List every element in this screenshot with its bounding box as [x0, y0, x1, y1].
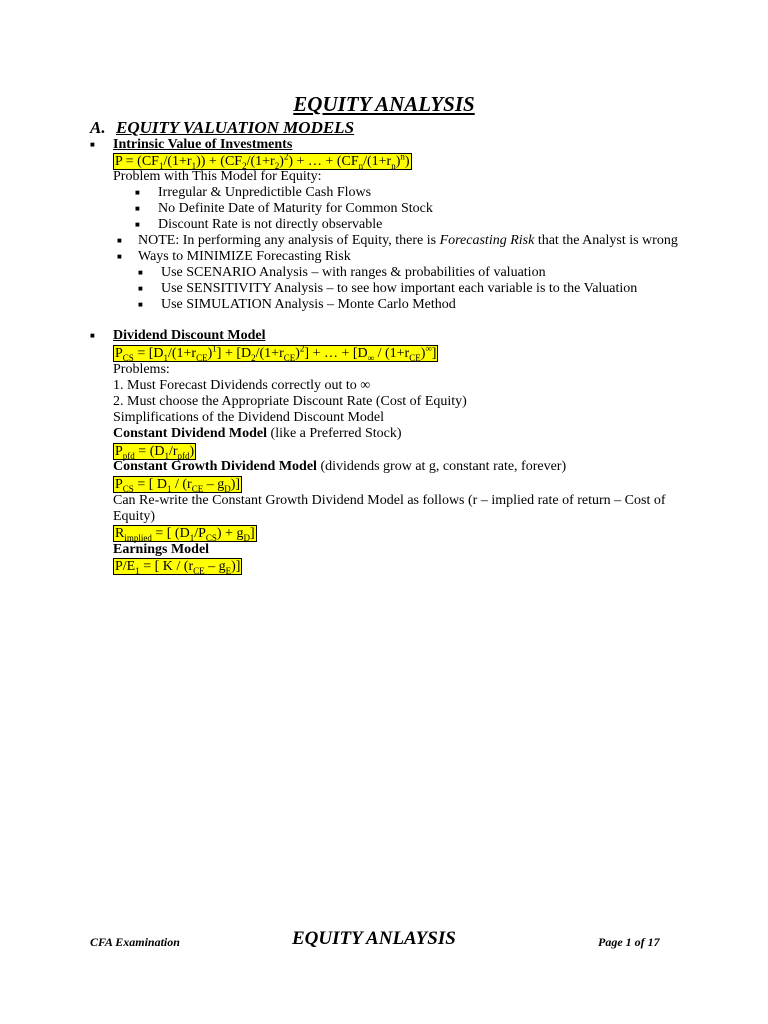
problems-label: Problems: — [113, 362, 170, 377]
list-item: Use SIMULATION Analysis – Monte Carlo Method — [161, 297, 456, 312]
list-item: Use SCENARIO Analysis – with ranges & probabilities of valuation — [161, 265, 546, 280]
bullet-icon: ■ — [117, 236, 122, 245]
list-item: 1. Must Forecast Dividends correctly out to ∞ — [113, 378, 371, 393]
bullet-icon: ■ — [90, 331, 95, 340]
ddm-heading: Dividend Discount Model — [113, 328, 266, 343]
list-item: Irregular & Unpredictible Cash Flows — [158, 185, 372, 200]
implied-formula: $R_{implied}$ = [ $(D_1/P_{CS}) + g_D$] — [115, 526, 255, 543]
section-label: A. — [90, 118, 106, 137]
footer-title: EQUITY ANLAYSIS — [292, 928, 456, 949]
bullet-icon: ■ — [138, 284, 143, 293]
earnings-heading: Earnings Model — [113, 542, 210, 557]
intrinsic-heading: Intrinsic Value of Investments — [113, 137, 293, 152]
page-title: EQUITY ANALYSIS — [293, 92, 475, 116]
constant-formula: $P_{pfd} = (D_1/r_{pfd})$ — [115, 444, 195, 461]
note-text: NOTE: In performing any analysis of Equity, there is Forecasting Risk that the Analyst is wrong — [138, 233, 678, 248]
ddm-formula: $P_{CS} = [D_1/(1+r_{CE})^1] + [D_2/(1+r_{CE})^2]$ + … + $[D_\infty / (1+r_{CE})^\infty]$ — [115, 343, 437, 363]
constant-growth-model: Constant Growth Dividend Model (dividends grow at g, constant rate, forever) — [113, 459, 567, 474]
section-title: EQUITY VALUATION MODELS — [116, 118, 355, 137]
problem-intro: Problem with This Model for Equity: — [113, 169, 322, 184]
section-heading — [90, 118, 354, 138]
bullet-icon: ■ — [138, 268, 143, 277]
list-item: Discount Rate is not directly observable — [158, 217, 383, 232]
intrinsic-formula: $P = (CF_1/(1+r_1)) + (CF_2/(1+r_2)^2)$ + … + $(CF_n/(1+r_n)^n)$ — [115, 151, 410, 171]
growth-formula: $P_{CS}$ = [ $D_1 / (r_{CE} - g_D)$] — [115, 477, 241, 494]
bullet-icon: ■ — [135, 204, 140, 213]
list-item: Use SENSITIVITY Analysis – to see how important each variable is to the Valuation — [161, 281, 638, 296]
constant-dividend-model: Constant Dividend Model (like a Preferred Stock) — [113, 426, 402, 441]
list-item: No Definite Date of Maturity for Common Stock — [158, 201, 433, 216]
footer-left: CFA Examination — [90, 935, 180, 949]
bullet-icon: ■ — [90, 140, 95, 149]
ways-heading: Ways to MINIMIZE Forecasting Risk — [138, 249, 351, 264]
earnings-formula: $P/E_1$ = [ K / $(r_{CE} - g_E)$] — [115, 559, 241, 576]
list-item: 2. Must choose the Appropriate Discount Rate (Cost of Equity) — [113, 394, 467, 409]
simplifications-text: Simplifications of the Dividend Discount Model — [113, 410, 385, 425]
bullet-icon: ■ — [117, 252, 122, 261]
bullet-icon: ■ — [135, 188, 140, 197]
rewrite-text: Can Re-write the Constant Growth Dividend Model as follows (r – implied rate of return – Cost of — [113, 493, 666, 508]
rewrite-text-cont: Equity) — [113, 509, 155, 524]
bullet-icon: ■ — [138, 300, 143, 309]
bullet-icon: ■ — [135, 220, 140, 229]
page-number: Page 1 of 17 — [598, 935, 660, 949]
